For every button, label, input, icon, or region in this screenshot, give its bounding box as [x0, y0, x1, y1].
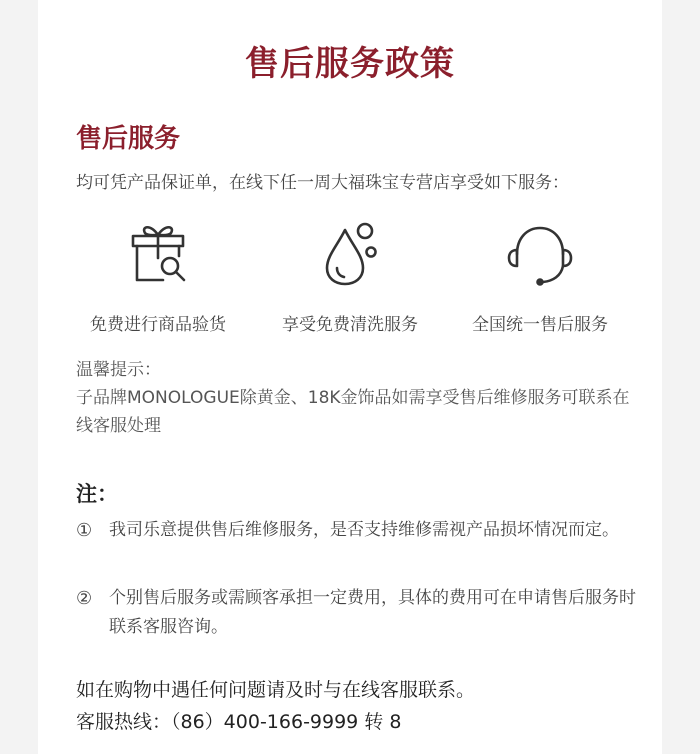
- service-label: 全国统一售后服务: [472, 315, 608, 335]
- tips-label: 温馨提示：: [76, 360, 161, 380]
- note-item-1: [76, 516, 636, 545]
- headset-icon: [450, 218, 630, 288]
- water-drop-icon: [260, 218, 440, 288]
- page-title: 售后服务政策: [245, 44, 455, 84]
- note-number: ②: [76, 588, 93, 609]
- contact-hotline: 客服热线：（86）400-166-9999 转 8: [76, 711, 402, 733]
- note-item-2: [76, 584, 636, 642]
- tips-text: 子品牌MONOLOGUE除黄金、18K金饰品如需享受售后维修服务可联系在线客服处理: [76, 388, 630, 436]
- policy-card: [38, 0, 662, 754]
- intro-text: 均可凭产品保证单，在线下任一周大福珠宝专营店享受如下服务：: [76, 173, 569, 193]
- note-text: 我司乐意提供售后维修服务，是否支持维修需视产品损坏情况而定。: [109, 520, 619, 540]
- note-number: ①: [76, 520, 93, 541]
- service-label: 免费进行商品验货: [90, 315, 226, 335]
- note-label: 注：: [76, 482, 118, 506]
- service-item-cleaning: [260, 218, 440, 335]
- service-item-inspection: [68, 218, 248, 335]
- contact-message: 如在购物中遇任何问题请及时与在线客服联系。: [76, 679, 476, 701]
- note-text: 个别售后服务或需顾客承担一定费用，具体的费用可在申请售后服务时联系客服咨询。: [109, 588, 636, 637]
- section-title: 售后服务: [76, 124, 181, 154]
- service-item-support: [450, 218, 630, 335]
- service-label: 享受免费清洗服务: [282, 315, 418, 335]
- contact-info: [76, 674, 475, 738]
- gift-search-icon: [68, 218, 248, 288]
